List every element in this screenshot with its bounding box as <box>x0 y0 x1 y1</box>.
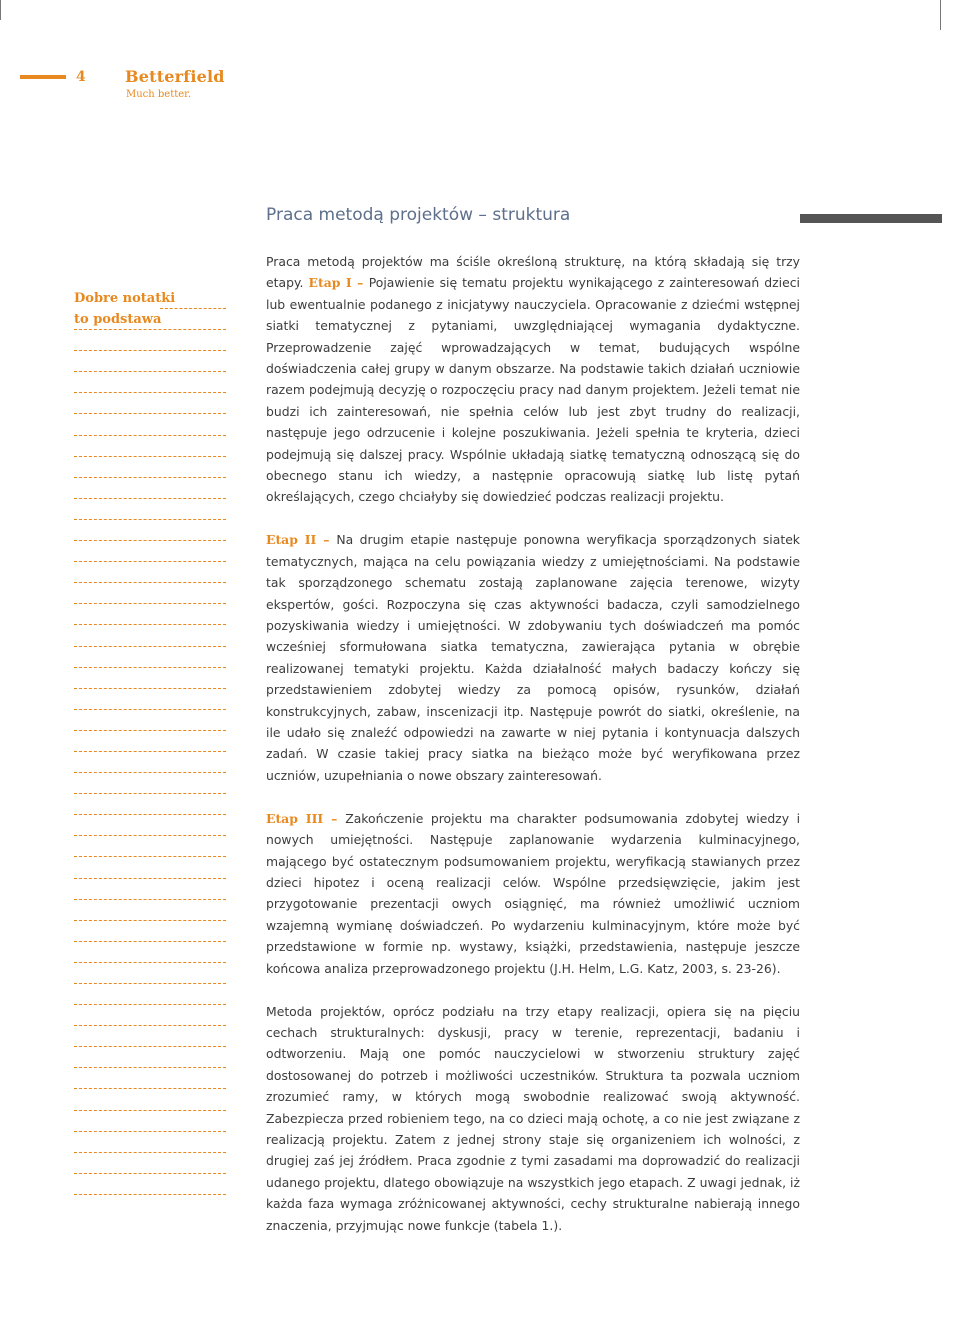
note-line <box>74 772 226 773</box>
note-line <box>74 561 226 562</box>
note-line <box>74 1194 226 1195</box>
closing-text: Metoda projektów, oprócz podziału na trzy etapy realizacji, opiera się na pięciu cechach strukturalnych: dyskusji, pracy w terenie, reprezentacji, badaniu i odtworzeniu. Mają one pomóc nauczycielowi w stworzeniu struktury zajęć dostosowanej do potrzeb i możliwości uczestników. Struktura ta pozwala uczniom zrozumieć ramy, w których mogą swobodnie realizować swoją aktywność. Zabezpiecza przed robieniem tego, na co dzieci mają ochotę, a co nie jest związane z realizacją projektu. Zatem z jednej strony staje się organizeniem ich wolności, z drugiej zaś jej źródłem. Praca zgodnie z tymi zasadami ma doprowadzić do realizacji udanego projektu, dlatego obowiązuje na wszystkich jego etapach. Z uwagi jednak, iż każda faza wymaga zróżnicowanej aktywności, cechy strukturalne nabierają innego znaczenia, przyjmując nowe funkcje (tabela 1.). <box>266 1003 800 1233</box>
note-line <box>74 1110 226 1111</box>
note-line <box>74 793 226 794</box>
note-line <box>74 1025 226 1026</box>
stage1-dash: – <box>351 275 369 291</box>
stage1-label: Etap I <box>308 275 352 291</box>
note-line <box>74 646 226 647</box>
note-line <box>74 983 226 984</box>
note-line <box>74 435 226 436</box>
stage2-paragraph <box>266 529 800 786</box>
intro-text: Praca metodą projektów ma ściśle określoną strukturę, na którą składają się trzy etapy. <box>266 254 800 291</box>
notes-heading-line2: to podstawa <box>74 311 162 327</box>
stage3-paragraph <box>266 808 800 979</box>
note-line <box>74 371 226 372</box>
stage3-label: Etap III <box>266 810 324 826</box>
note-line <box>74 1067 226 1068</box>
note-line <box>74 350 226 351</box>
stage2-text: Na drugim etapie następuje ponowna weryfikacja sporządzonych siatek tematycznych, mająca na celu powiązania wiedzy z umiejętnościami. Na podstawie tak sporządzonego schematu zostają zaplanowane zajęcia terenowe, wizyty ekspertów, gości. Rozpoczyna się czas aktywności badacza, czyli samodzielnego pozyskiwania wiedzy i umiejętności. W zdobywaniu tych doświadczeń ma pomóc wcześniej sformułowana siatka tematyczna, zawierająca pytania w obrębie realizowanej tematyki projektu. Każda działalność małych badaczy kończy się przedstawieniem zdobytej wiedzy za pomocą opisów, rysunków, działań konstrukcyjnych, zabaw, inscenizacji itp. Następuje powrót do siatki, określenie, na ile udało się znaleźć odpowiedzi na zawarte w niej pytania i kontynuacja dalszych zadań. W czasie takiej pracy siatka na bieżąco może być weryfikowana przez uczniów, uzupełniania o nowe obszary zainteresowań. <box>266 532 800 783</box>
note-line <box>74 540 226 541</box>
stage2-dash: – <box>316 532 337 548</box>
note-line <box>74 878 226 879</box>
page-number: 4 <box>76 69 86 85</box>
note-line <box>74 962 226 963</box>
note-line <box>74 603 226 604</box>
stage3-text: Zakończenie projektu ma charakter podsumowania zdobytej wiedzy i nowych umiejętności. Następuje zaplanowanie wydarzenia kulminacyjnego, mającego być ostatecznym podsumowaniem projektu, weryfikacją stawianych przez dzieci hipotez i oceną realizacji celów. Wspólne przedsięwzięcie, jakim jest przygotowanie prezentacji owych osiągnięć, ma również umożliwić uczniom wzajemną wymianę doświadczeń. Po wydarzeniu kulminacyjnym, które może być przedstawione w formie np. wystawy, książki, przedstawienia, następuje jeszcze końcowa analiza przeprowadzonego projektu (J.H. Helm, L.G. Katz, 2003, s. 23-26). <box>266 810 801 976</box>
note-line <box>74 498 226 499</box>
crop-mark-left <box>0 0 1 20</box>
note-line <box>74 477 226 478</box>
stage1-text: Pojawienie się tematu projektu wynikającego z zainteresowań dzieci lub ewentualnie podanego z inicjatywy nauczyciela. Opracowanie z dziećmi wstępnej siatki tematycznej z pytaniami, uwzględniającej wymagania dydaktyczne. Przeprowadzenie zajęć wprowadzających w temat, budujących wspólne doświadczenia całej grupy w danym obszarze. Na podstawie takich działań uczniowie razem podejmują decyzję o rozpoczęciu pracy nad danym projektem. Jeżeli temat nie budzi ich zainteresowań, nie spełnia celów lub jest zbyt trudny do realizacji, następuje jego odrzucenie i kolejne poszukiwania. Jeżeli spełnia te kryteria, dzieci podejmują się dalszej pracy. Wspólnie układają siatkę tematyczną odnoszącą się do obecnego stanu ich wiedzy, a następnie opracowują siatkę lub listę pytań określających, czego chciałyby się dowiedzieć podczas realizacji projektu. <box>266 275 800 505</box>
note-line <box>74 688 226 689</box>
note-line <box>74 1088 226 1089</box>
note-line <box>160 308 226 309</box>
note-line <box>74 814 226 815</box>
note-line <box>74 856 226 857</box>
note-line <box>74 941 226 942</box>
note-line <box>74 329 226 330</box>
brand-name: Betterfield <box>125 67 225 86</box>
notes-lines <box>74 308 226 1215</box>
note-line <box>74 392 226 393</box>
note-line <box>74 1046 226 1047</box>
main-text <box>266 251 800 1236</box>
note-line <box>74 1004 226 1005</box>
note-line <box>74 582 226 583</box>
stage2-label: Etap II <box>266 532 317 548</box>
note-line <box>74 519 226 520</box>
section-title: Praca metodą projektów – struktura <box>266 205 571 225</box>
note-line <box>74 730 226 731</box>
note-line <box>74 667 226 668</box>
closing-paragraph <box>266 1001 800 1236</box>
note-line <box>74 751 226 752</box>
note-line <box>74 920 226 921</box>
header-accent-bar <box>20 75 66 79</box>
crop-mark-right <box>940 0 941 30</box>
note-line <box>74 1131 226 1132</box>
note-line <box>74 1173 226 1174</box>
note-line <box>74 899 226 900</box>
note-line <box>74 709 226 710</box>
note-line <box>74 456 226 457</box>
note-line <box>74 835 226 836</box>
note-line <box>74 1152 226 1153</box>
note-line <box>74 624 226 625</box>
note-line <box>74 413 226 414</box>
brand-tagline: Much better. <box>126 89 192 100</box>
stage3-dash: – <box>323 810 346 826</box>
section-marker-bar <box>800 214 942 223</box>
intro-paragraph <box>266 251 800 508</box>
notes-heading-line1: Dobre notatki <box>74 291 176 306</box>
